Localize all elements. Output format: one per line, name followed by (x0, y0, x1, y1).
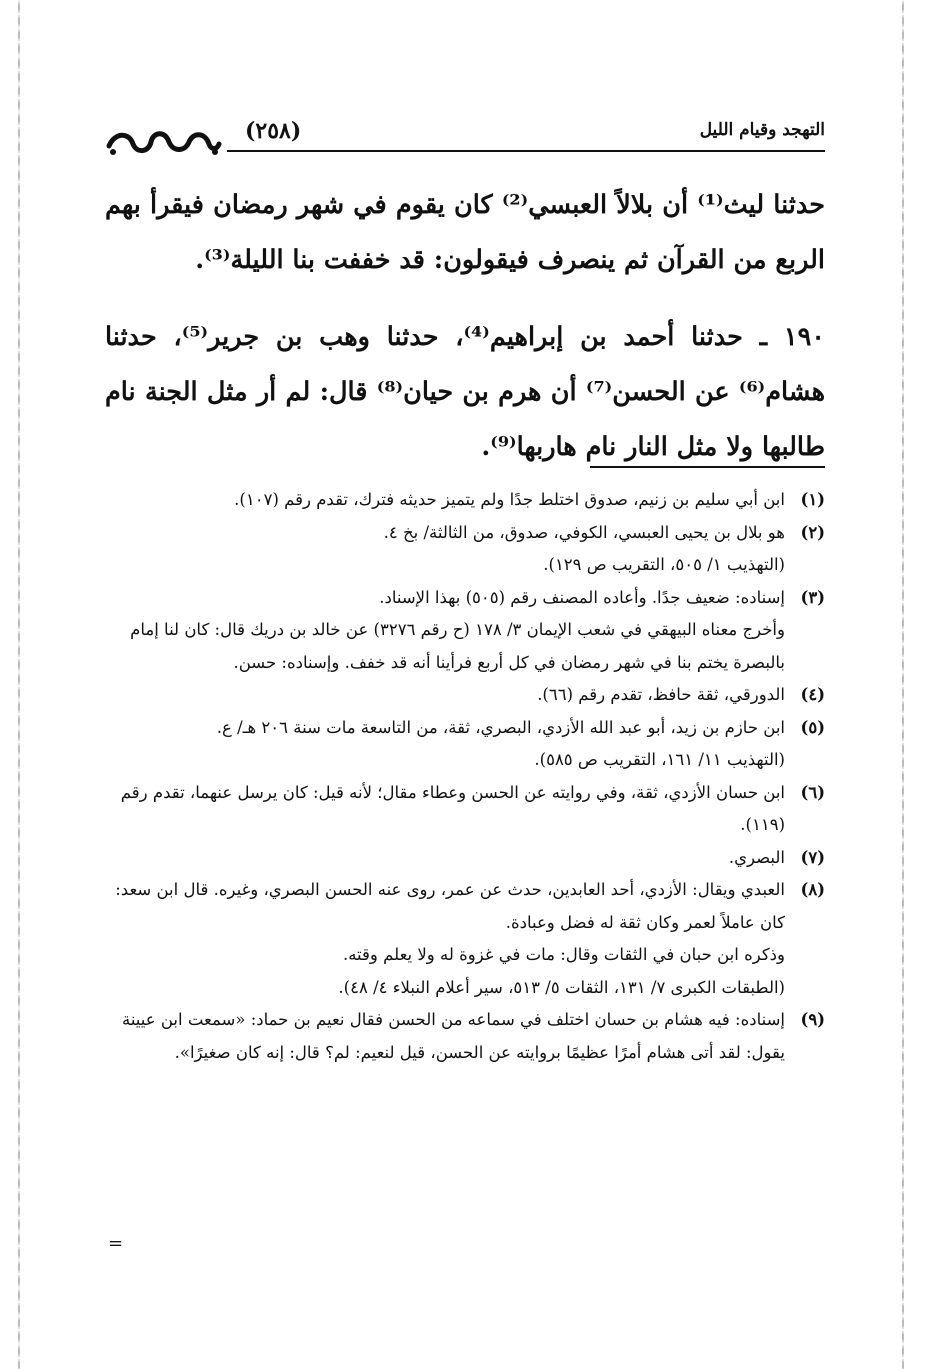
running-title: التهجد وقيام الليل (699, 120, 825, 140)
footnote-number: (٤) (800, 685, 825, 704)
footnote-divider (590, 466, 825, 468)
footnote-text (105, 517, 785, 582)
footnote-number: (٣) (800, 587, 825, 607)
footnote-line: ابن حازم بن زيد، أبو عبد الله الأزدي، البصري، ثقة، من التاسعة مات سنة ٢٠٦ هـ/ ع. (216, 717, 785, 737)
footnote (105, 484, 825, 517)
footnote-line: (التهذيب ١١/ ١٦١، التقريب ص ٥٨٥). (534, 750, 785, 769)
page-number: (٢٥٨) (245, 118, 302, 144)
page-header (105, 112, 825, 152)
footnote (105, 582, 825, 680)
footnote-line: هو بلال بن يحيى العبسي، الكوفي، صدوق، من الثالثة/ بخ ٤. (383, 522, 785, 542)
footnote-number: (٨) (800, 880, 825, 899)
footnote (105, 712, 825, 777)
footnote (105, 1004, 825, 1069)
footnote-line: ابن حسان الأزدي، ثقة، وفي روايته عن الحسن وعطاء مقال؛ لأنه قيل: كان يرسل عنهما، تقدم رقم (١١٩). (120, 782, 785, 834)
footnote-line: وذكره ابن حبان في الثقات وقال: مات في غزوة له ولا يعلم وقته. (342, 945, 785, 964)
footnote-text (105, 712, 785, 777)
footnote-line: الدورقي، ثقة حافظ، تقدم رقم (٦٦). (537, 685, 785, 704)
left-margin-dots (18, 0, 20, 1369)
right-margin-dots (902, 0, 904, 1369)
footnote-text (105, 484, 785, 517)
footnote-line: إسناده: فيه هشام بن حسان اختلف في سماعه من الحسن فقال نعيم بن حماد: «سمعت ابن عيينة يقول: لقد أتى هشام أمرًا عظيمًا بروايته عن الحسن، قيل لنعيم: لم؟ قال: إنه كان صغيرًا». (121, 1010, 785, 1062)
footnote-text (105, 679, 785, 712)
footnote-line: العبدي ويقال: الأزدي، أحد العابدين، حدث عن عمر، روى عنه الحسن البصري، وغيره. قال ابن سعد: كان عاملاً لعمر وكان ثقة له فضل وعبادة. (115, 880, 785, 932)
footnote-line: إسناده: ضعيف جدًا. وأعاده المصنف رقم (٥٠٥) بهذا الإسناد. (379, 587, 785, 607)
footnote (105, 517, 825, 582)
footnote-number: (٩) (800, 1010, 825, 1029)
footnote-text (105, 582, 785, 680)
footnote (105, 679, 825, 712)
main-text (105, 178, 825, 475)
footnote-number: (٧) (800, 847, 825, 867)
footnote-text (105, 874, 785, 1004)
footnote-line: البصري. (728, 847, 785, 867)
footnote-text (105, 777, 785, 842)
footnote-line: (الطبقات الكبرى ٧/ ١٣١، الثقات ٥/ ٥١٣، سير أعلام النبلاء ٤/ ٤٨). (338, 977, 785, 997)
footnote-number: (٦) (800, 782, 825, 802)
footnote-line: (التهذيب ١/ ٥٠٥، التقريب ص ١٢٩). (543, 555, 785, 574)
footnote-number: (١) (800, 490, 825, 509)
margin-mark: = (108, 1233, 124, 1254)
footnote (105, 874, 825, 1004)
footnote-text (105, 842, 785, 875)
footnote-text (105, 1004, 785, 1069)
main-paragraph-1: حدثنا ليث⁽¹⁾ أن بلالاً العبسي⁽²⁾ كان يقوم في شهر رمضان فيقرأ بهم الربع من القرآن ثم ينصرف فيقولون: قد خففت بنا الليلة⁽³⁾. (105, 190, 826, 275)
footnotes (105, 484, 825, 1069)
header-rule (227, 150, 825, 152)
footnote-number: (٥) (800, 717, 825, 737)
footnote-line: ابن أبي سليم بن زنيم، صدوق اختلط جدًا ولم يتميز حديثه فترك، تقدم رقم (١٠٧). (234, 490, 785, 509)
main-paragraph-2: ١٩٠ ـ حدثنا أحمد بن إبراهيم⁽⁴⁾، حدثنا وهب بن جرير⁽⁵⁾، حدثنا هشام⁽⁶⁾ عن الحسن⁽⁷⁾ أن هرم بن حيان⁽⁸⁾ قال: لم أر مثل الجنة نام طالبها ولا مثل النار نام هاربها⁽⁹⁾. (105, 322, 826, 462)
footnote (105, 777, 825, 842)
footnote-line: وأخرج معناه البيهقي في شعب الإيمان ٣/ ١٧٨ (ح رقم ٣٢٧٦) عن خالد بن دريك قال: كان لنا إمام بالبصرة يختم بنا في شهر رمضان في كل أربع فرأينا أنه قد خفف. وإسناده: حسن. (130, 620, 785, 672)
footnote-number: (٢) (800, 522, 825, 542)
decorative-flourish-icon (105, 124, 223, 158)
footnote (105, 842, 825, 875)
